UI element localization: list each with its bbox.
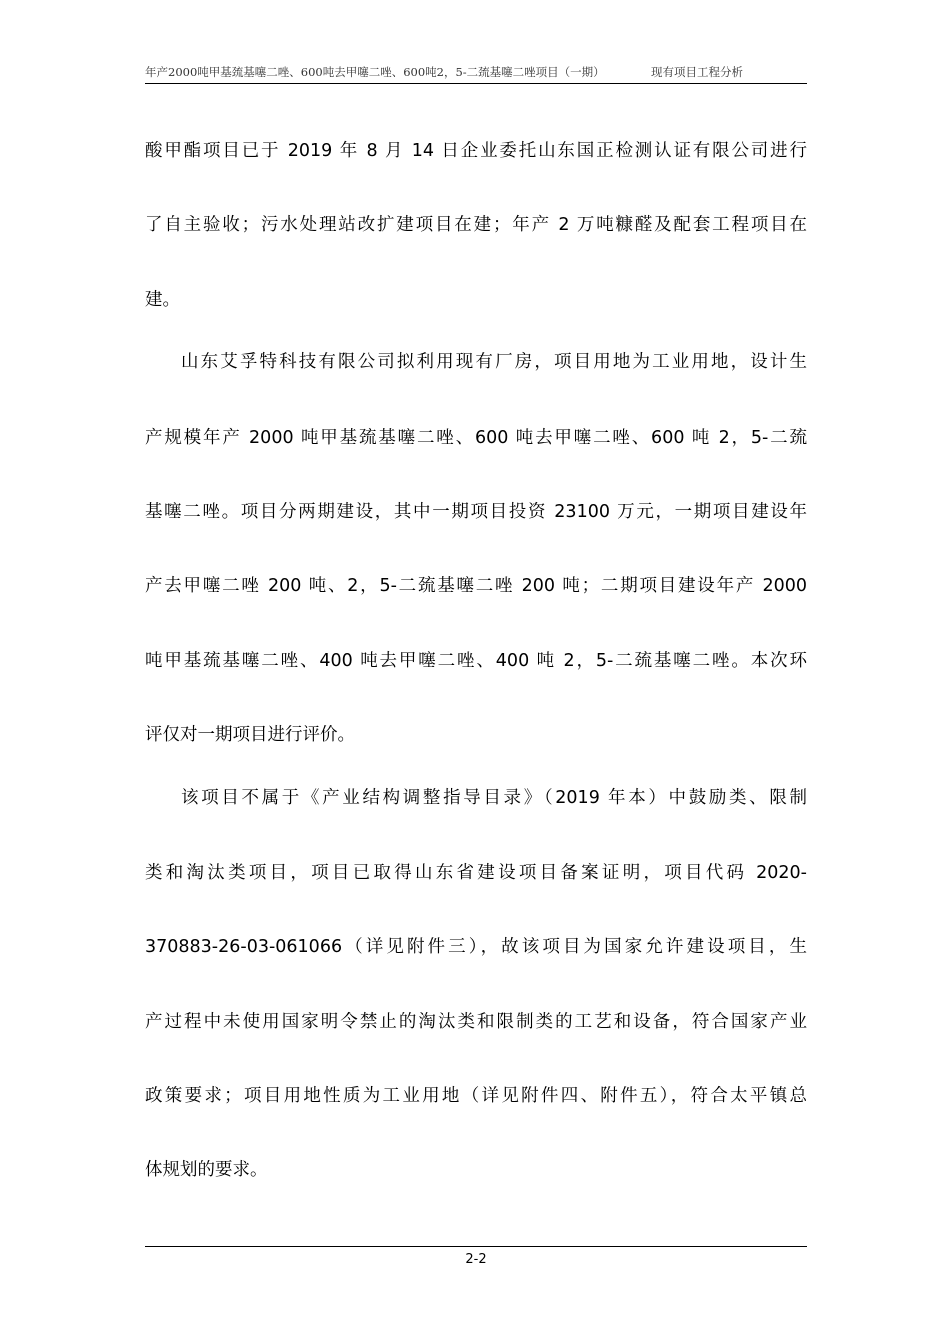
paragraph-start-line: 该项目不属于《产业结构调整指导目录》（2019 年本）中鼓励类、限制: [181, 788, 807, 808]
body-line: 评仅对一期项目进行评价。: [145, 725, 355, 745]
footer-divider: [145, 1246, 807, 1247]
body-line: 建。: [145, 290, 180, 310]
body-line: 了自主验收；污水处理站改扩建项目在建；年产 2 万吨糠醛及配套工程项目在: [145, 215, 807, 235]
page-header: [145, 64, 807, 84]
body-line: 产规模年产 2000 吨甲基巯基噻二唑、600 吨去甲噻二唑、600 吨 2，5-二巯: [145, 428, 807, 448]
paragraph-start-line: 山东艾孚特科技有限公司拟利用现有厂房，项目用地为工业用地，设计生: [181, 352, 807, 372]
body-line: 370883-26-03-061066（详见附件三），故该项目为国家允许建设项目，生: [145, 937, 807, 957]
header-project-title: 年产2000吨甲基巯基噻二唑、600吨去甲噻二唑、600吨2，5-二巯基噻二唑项目（一期）: [145, 65, 605, 79]
body-line: 产去甲噻二唑 200 吨、2，5-二巯基噻二唑 200 吨；二期项目建设年产 2000: [145, 576, 807, 596]
body-line: 吨甲基巯基噻二唑、400 吨去甲噻二唑、400 吨 2，5-二巯基噻二唑。本次环: [145, 651, 807, 671]
body-line: 类和淘汰类项目，项目已取得山东省建设项目备案证明，项目代码 2020-: [145, 863, 807, 883]
page-number: 2-2: [465, 1252, 487, 1267]
body-line: 产过程中未使用国家明令禁止的淘汰类和限制类的工艺和设备，符合国家产业: [145, 1012, 807, 1032]
body-line: 酸甲酯项目已于 2019 年 8 月 14 日企业委托山东国正检测认证有限公司进行: [145, 141, 807, 161]
header-divider: [145, 83, 807, 84]
header-section-title: 现有项目工程分析: [651, 65, 743, 79]
body-line: 体规划的要求。: [145, 1160, 268, 1180]
body-line: 政策要求；项目用地性质为工业用地（详见附件四、附件五），符合太平镇总: [145, 1086, 807, 1106]
body-line: 基噻二唑。项目分两期建设，其中一期项目投资 23100 万元，一期项目建设年: [145, 502, 807, 522]
